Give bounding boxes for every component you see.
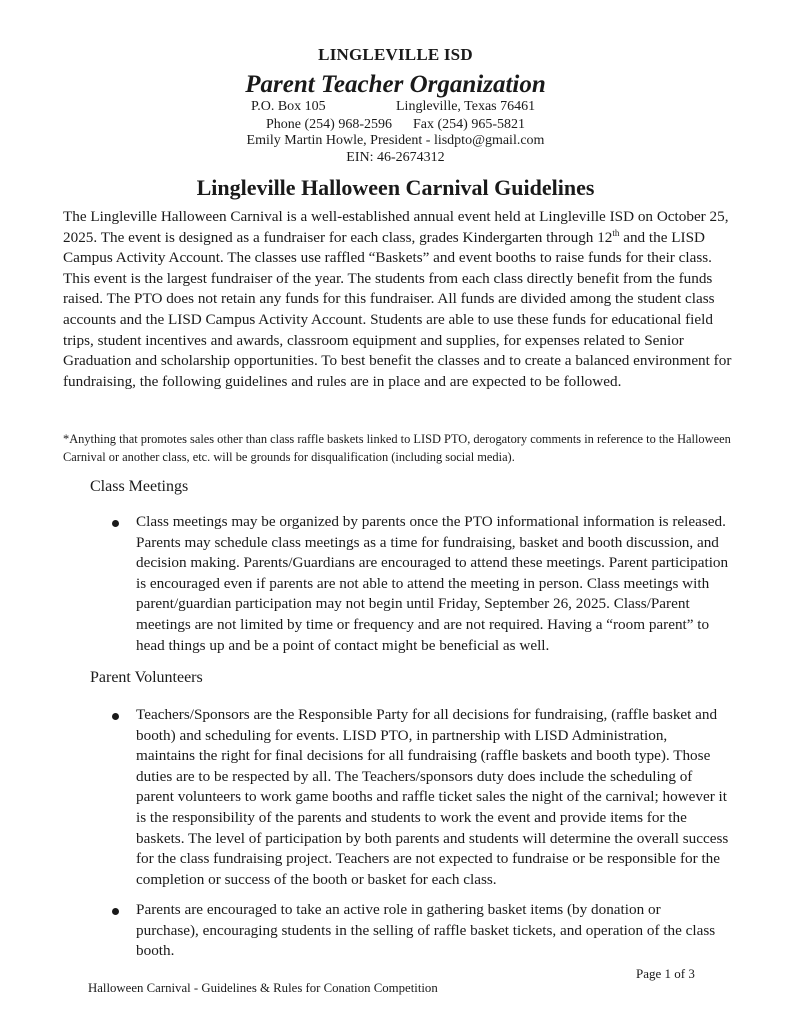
intro-text-1: The Lingleville Halloween Carnival is a well-established annual event held at Lingleville ISD on October 25, 2025. The event is designed as a fundraiser for each class, grades Kindergarten through 12 — [63, 208, 729, 246]
list-item — [112, 512, 730, 656]
document-title: Lingleville Halloween Carnival Guidelines — [196, 175, 595, 200]
bullet-icon — [112, 520, 119, 527]
contact-phone-fax — [0, 117, 791, 133]
list-item — [112, 705, 730, 890]
org-name: LINGLEVILLE ISD — [318, 45, 473, 64]
president-line: Emily Martin Howle, President - lisdpto@gmail.com — [246, 133, 545, 148]
bullet-icon — [112, 713, 119, 720]
ein-number: EIN: 46-2674312 — [346, 150, 445, 165]
phone-number: Phone (254) 968-2596 — [266, 117, 392, 132]
bullet-icon — [112, 908, 119, 915]
page-footer: Halloween Carnival - Guidelines & Rules for Conation Competition — [88, 981, 438, 995]
list-item-text: Class meetings may be organized by parents once the PTO informational information is released. Parents may schedule class meetings as a time for fundraising, basket and booth discussion, and decision making. Parents/Guardians are encouraged to attend these meetings. Parent participation is encouraged even if parents are not able to attend the meeting in person. Class meetings with parent/guardian participation may not begin until Friday, September 26, 2025. Class/Parent meetings are not limited by time or frequency and are not required. Having a “room parent” to head things up and be a point of contact might be beneficial as well. — [136, 513, 729, 654]
city-state-zip: Lingleville, Texas 76461 — [396, 99, 536, 114]
intro-superscript: th — [612, 227, 620, 238]
fax-number: Fax (254) 965-5821 — [413, 117, 525, 132]
intro-paragraph — [63, 207, 733, 392]
list-item — [112, 900, 730, 962]
intro-text-2: and the LISD Campus Activity Account. The classes use raffled “Baskets” and event booths to raise funds for their class. This event is the largest fundraiser of the year. The students from each class directly benefit from the funds raised. The PTO does not retain any funds for this fundraiser. All funds are divided among the student class accounts and the LISD Campus Activity Account. Students are able to use these funds for educational field trips, student incentives and awards, classroom equipment and supplies, for expenses related to Senior Graduation and scholarship opportunities. To best benefit the classes and to create a balanced environment for fundraising, the following guidelines and rules are in place and are expected to be followed. — [63, 228, 732, 390]
page-number: Page 1 of 3 — [636, 966, 695, 981]
list-item-text: Teachers/Sponsors are the Responsible Party for all decisions for fundraising, (raffle basket and booth) and scheduling for events. LISD PTO, in partnership with LISD Administration, maintains the right for final decisions for all fundraising (raffle baskets and booth type). Those duties are to be respected by all. The Teachers/sponsors duty does include the scheduling of parent volunteers to work game booths and raffle ticket sales the night of the carnival; however it is the responsibility of the parents and students to work the event and provide items for the baskets. The level of participation by both parents and students will determine the overall success for the class fundraising project. Teachers are not expected to fundraise or be responsible for the completion or success of the booth or basket for each class. — [136, 706, 729, 888]
section-heading-parent-volunteers: Parent Volunteers — [90, 669, 203, 686]
list-item-text: Parents are encouraged to take an active role in gathering basket items (by donation or purchase), encouraging students in the selling of raffle basket tickets, and operation of the class booth. — [136, 901, 716, 960]
org-subtitle: Parent Teacher Organization — [245, 71, 546, 98]
po-box: P.O. Box 105 — [251, 99, 326, 114]
disqualification-note: *Anything that promotes sales other than class raffle baskets linked to LISD PTO, derogatory comments in reference to the Halloween Carnival or another class, etc. will be grounds for disqualification (including social media). — [63, 432, 731, 464]
section-heading-class-meetings: Class Meetings — [90, 478, 189, 495]
